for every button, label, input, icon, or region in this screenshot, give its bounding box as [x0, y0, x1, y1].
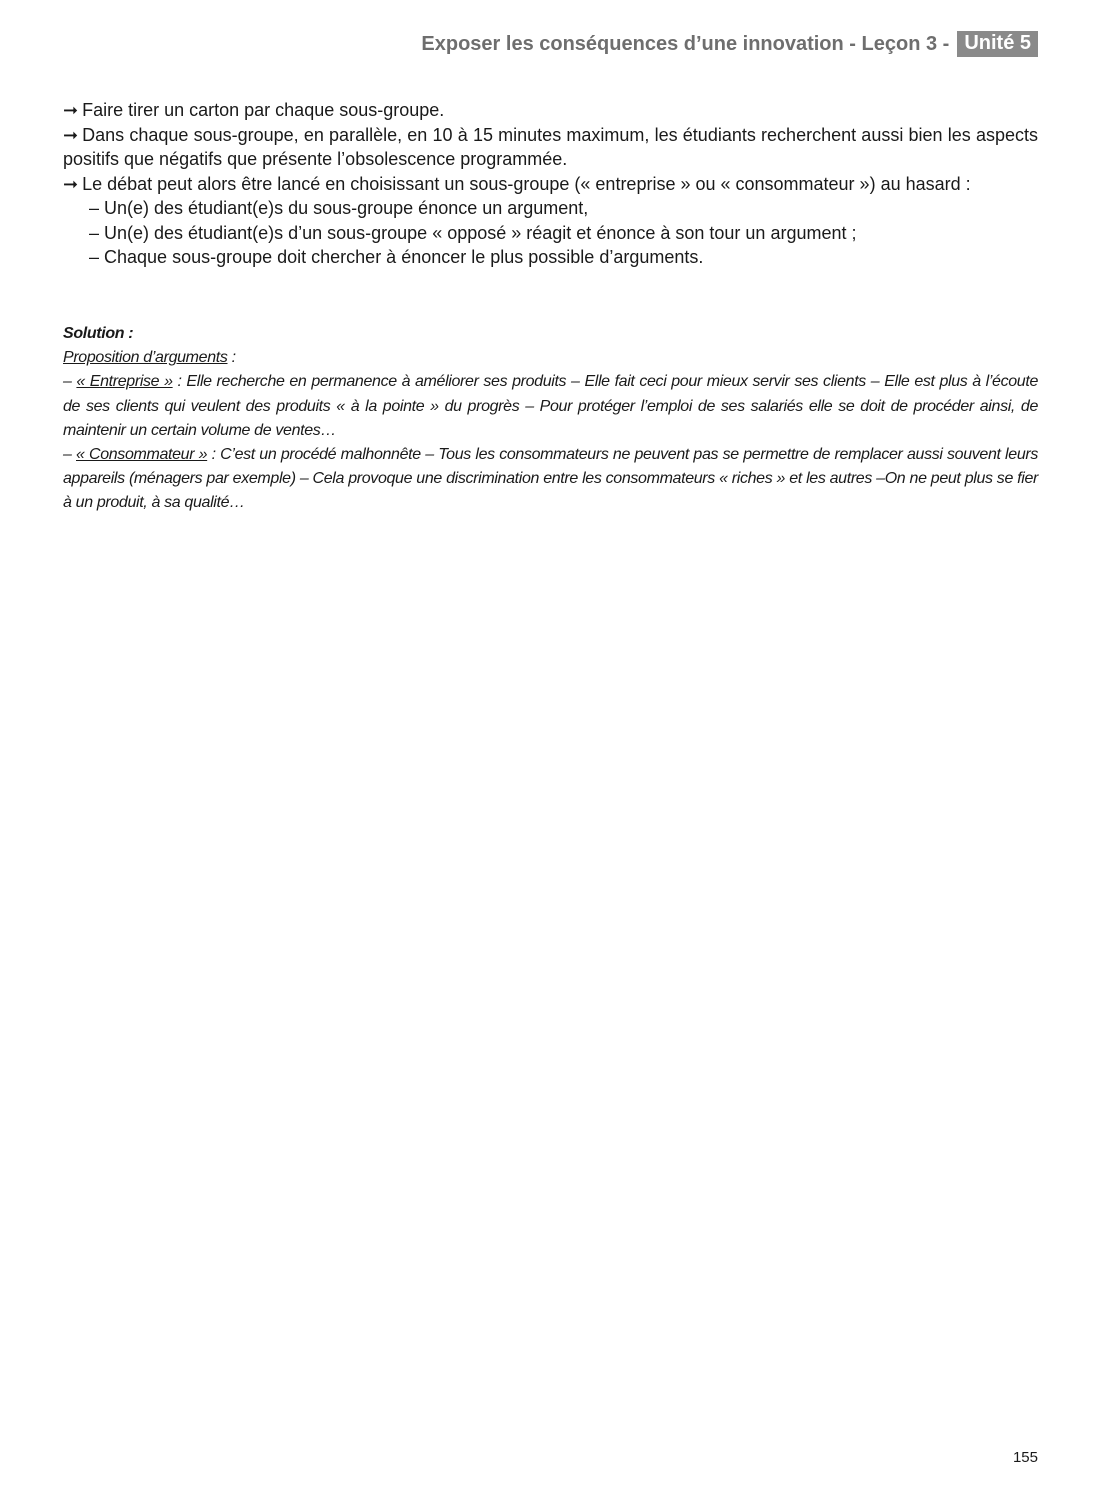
argument-dash: –	[63, 446, 76, 464]
unit-badge: Unité 5	[957, 31, 1038, 57]
solution-subtitle	[63, 346, 1038, 370]
argument-entry-entreprise	[63, 370, 1038, 443]
argument-label: « Consommateur »	[76, 446, 208, 464]
argument-entry-consommateur	[63, 443, 1038, 516]
argument-text: : C’est un procédé malhonnête – Tous les consommateurs ne peuvent pas se permettre de remplacer aussi souvent leurs appareils (ménagers par exemple) – Cela provoque une discrimination entre les consommateurs « riches » et les autres –On ne peut plus se fier à un produit, à sa qualité…	[63, 446, 1038, 512]
instruction-step	[63, 123, 1038, 172]
instruction-sub-item: – Un(e) des étudiant(e)s du sous-groupe énonce un argument,	[89, 198, 589, 218]
arrow-icon: ➞	[63, 100, 79, 120]
argument-label: « Entreprise »	[76, 373, 173, 391]
instruction-step-text: Le débat peut alors être lancé en choisissant un sous-groupe (« entreprise » ou « consommateur ») au hasard :	[82, 173, 971, 194]
instruction-sub-item: – Un(e) des étudiant(e)s d’un sous-groupe « opposé » réagit et énonce à son tour un argument ;	[89, 222, 857, 243]
solution-subtitle-text: Proposition d’arguments	[63, 349, 228, 367]
page-number: 155	[1012, 1449, 1038, 1466]
page-header	[421, 31, 1038, 57]
arrow-icon: ➞	[63, 124, 79, 145]
instruction-sub-item: – Chaque sous-groupe doit chercher à énoncer le plus possible d’arguments.	[89, 247, 704, 267]
instructions-block	[63, 98, 1038, 270]
argument-text: : Elle recherche en permanence à améliorer ses produits – Elle fait ceci pour mieux servir ses clients – Elle est plus à l’écoute de ses clients qui veulent des produits « à la pointe » du progrès – Pour protéger l’emploi de ses salariés elle se doit de procéder ainsi, de maintenir un certain volume de ventes…	[63, 373, 1038, 439]
instruction-step	[63, 98, 1038, 123]
instruction-step-text: Faire tirer un carton par chaque sous-groupe.	[82, 100, 445, 120]
solution-block	[63, 322, 1038, 516]
argument-dash: –	[63, 373, 77, 391]
solution-subtitle-suffix: :	[227, 349, 236, 367]
arrow-icon: ➞	[63, 173, 79, 194]
instruction-step	[63, 172, 1038, 197]
instruction-step-text: Dans chaque sous-groupe, en parallèle, en 10 à 15 minutes maximum, les étudiants recherchent aussi bien les aspects positifs que négatifs que présente l’obsolescence programmée.	[63, 124, 1038, 169]
solution-title: Solution :	[63, 325, 134, 342]
header-title: Exposer les conséquences d’une innovation - Leçon 3 -	[421, 32, 950, 55]
